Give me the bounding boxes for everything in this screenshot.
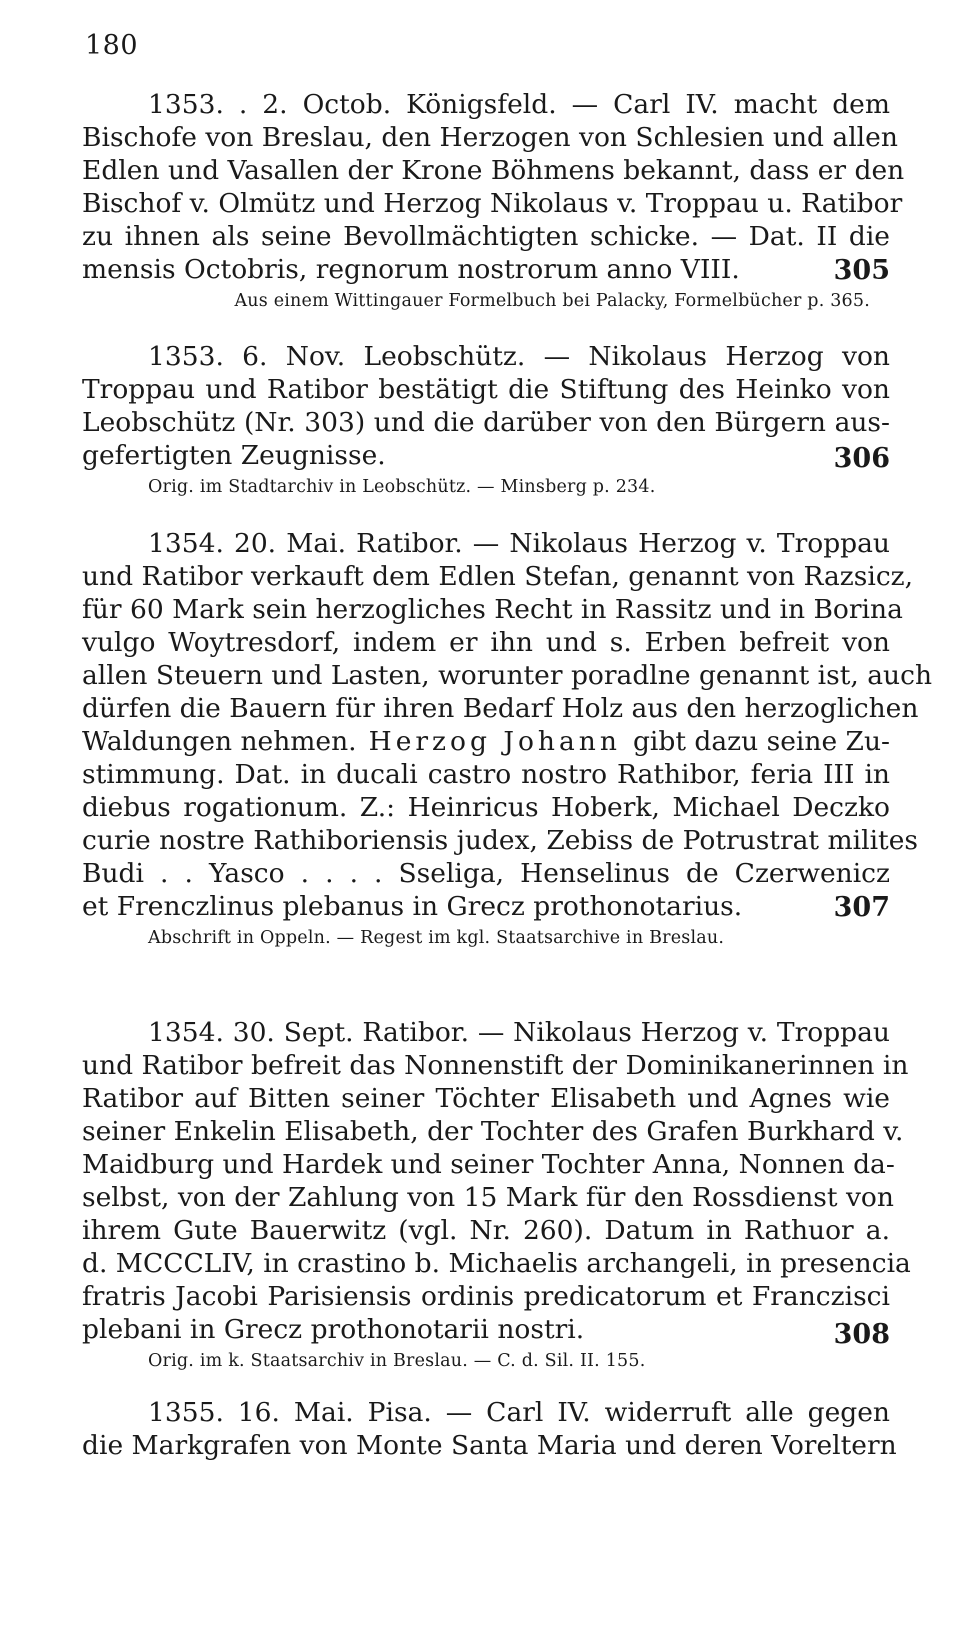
- text-line: 1353. . 2. Octob. Königsfeld. — Carl IV. macht dem: [148, 89, 890, 120]
- entry-306: [82, 340, 890, 500]
- text-line: diebus rogationum. Z.: Heinricus Hoberk, Michael Deczko: [82, 792, 890, 823]
- text-line: Edlen und Vasallen der Krone Böhmens bekannt, dass er den: [82, 155, 905, 186]
- text-line: curie nostre Rathiboriensis judex, Zebiss de Potrustrat milites: [82, 825, 918, 856]
- text-line: gefertigten Zeugnisse.: [82, 440, 386, 471]
- text-line: stimmung. Dat. in ducali castro nostro Rathibor, feria III in: [82, 759, 890, 790]
- text-line: die Markgrafen von Monte Santa Maria und deren Voreltern: [82, 1430, 897, 1461]
- source-note: Orig. im k. Staatsarchiv in Breslau. — C. d. Sil. II. 155.: [148, 1351, 646, 1371]
- text-line: Bischofe von Breslau, den Herzogen von Schlesien und allen: [82, 122, 898, 153]
- document-number: 305: [833, 255, 890, 286]
- entry-305: [82, 88, 905, 314]
- text-line: Leobschütz (Nr. 303) und die darüber von den Bürgern aus-: [82, 407, 890, 438]
- text-line: allen Steuern und Lasten, worunter poradlne genannt ist, auch: [82, 660, 933, 691]
- text-line: und Ratibor verkauft dem Edlen Stefan, genannt von Razsicz,: [82, 561, 914, 592]
- text-line: Budi . . Yasco . . . . Sseliga, Henselinus de Czerwenicz: [82, 858, 890, 889]
- text-line: und Ratibor befreit das Nonnenstift der Dominikanerinnen in: [82, 1050, 909, 1081]
- spaced-name: Herzog Johann: [368, 726, 621, 757]
- text-line: seiner Enkelin Elisabeth, der Tochter des Grafen Burkhard v.: [82, 1116, 904, 1147]
- text-line: 1354. 20. Mai. Ratibor. — Nikolaus Herzog v. Troppau: [148, 528, 890, 559]
- text-line: zu ihnen als seine Bevollmächtigten schicke. — Dat. II die: [82, 221, 890, 252]
- text-line: selbst, von der Zahlung von 15 Mark für den Rossdienst von: [82, 1182, 894, 1213]
- source-note: Aus einem Wittingauer Formelbuch bei Palacky, Formelbücher p. 365.: [234, 291, 870, 311]
- text-line: mensis Octobris, regnorum nostrorum anno VIII.: [82, 254, 740, 285]
- text-line: 1355. 16. Mai. Pisa. — Carl IV. widerruft alle gegen: [148, 1397, 890, 1428]
- entry-308: [82, 1016, 911, 1374]
- document-number: 308: [833, 1319, 890, 1350]
- text-line: Bischof v. Olmütz und Herzog Nikolaus v. Troppau u. Ratibor: [82, 188, 903, 219]
- text-line: 1354. 30. Sept. Ratibor. — Nikolaus Herzog v. Troppau: [148, 1017, 890, 1048]
- text-line: Troppau und Ratibor bestätigt die Stiftung des Heinko von: [82, 374, 890, 405]
- source-note: Orig. im Stadtarchiv in Leobschütz. — Minsberg p. 234.: [148, 477, 656, 497]
- document-number: 307: [833, 892, 890, 923]
- text-line: 1353. 6. Nov. Leobschütz. — Nikolaus Herzog von: [148, 341, 890, 372]
- page-number: 180: [85, 30, 139, 61]
- source-note: Abschrift in Oppeln. — Regest im kgl. Staatsarchive in Breslau.: [148, 928, 725, 948]
- text-fragment: gibt dazu seine Zu-: [632, 726, 890, 757]
- entry-next: [82, 1396, 897, 1462]
- text-line: dürfen die Bauern für ihren Bedarf Holz aus den herzoglichen: [82, 693, 919, 724]
- text-line: d. MCCCLIV, in crastino b. Michaelis archangeli, in presencia: [82, 1248, 911, 1279]
- text-line: ihrem Gute Bauerwitz (vgl. Nr. 260). Datum in Rathuor a.: [82, 1215, 890, 1246]
- text-line: plebani in Grecz prothonotarii nostri.: [82, 1314, 585, 1345]
- text-line: vulgo Woytresdorf, indem er ihn und s. Erben befreit von: [82, 627, 890, 658]
- entry-307: [82, 527, 933, 951]
- text-line: Maidburg und Hardek und seiner Tochter Anna, Nonnen da-: [82, 1149, 895, 1180]
- text-line: et Frenczlinus plebanus in Grecz prothonotarius.: [82, 891, 743, 922]
- text-line: für 60 Mark sein herzogliches Recht in Rassitz und in Borina: [82, 594, 903, 625]
- text-fragment: Waldungen nehmen.: [82, 726, 357, 757]
- document-number: 306: [833, 443, 890, 474]
- text-line: Ratibor auf Bitten seiner Töchter Elisabeth und Agnes wie: [82, 1083, 890, 1114]
- text-line: [82, 725, 890, 758]
- text-line: fratris Jacobi Parisiensis ordinis predicatorum et Franczisci: [82, 1281, 890, 1312]
